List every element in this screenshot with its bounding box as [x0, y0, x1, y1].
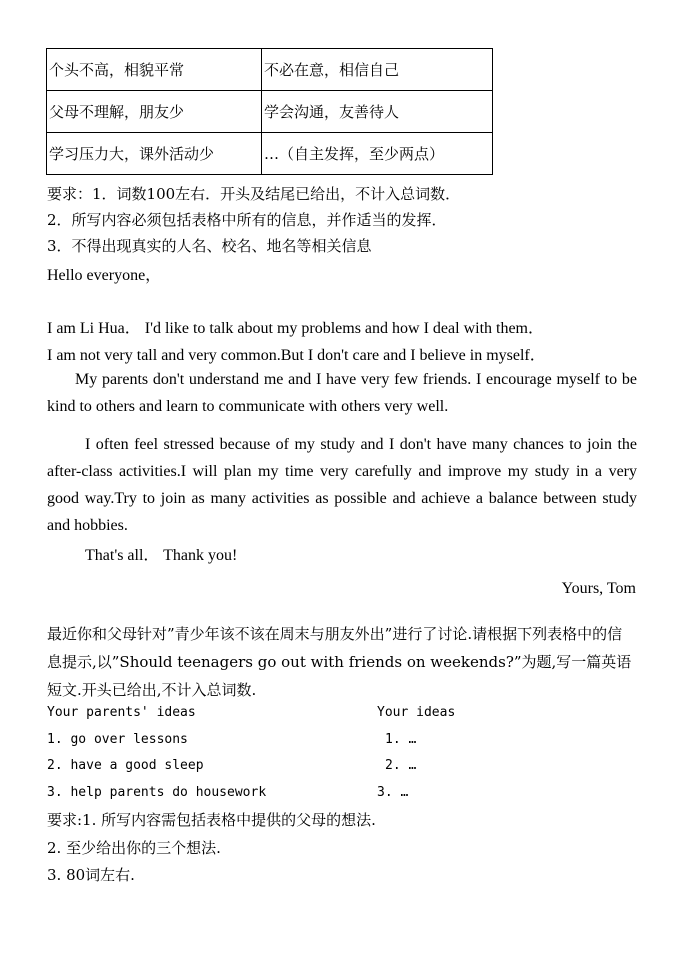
info-table — [46, 48, 493, 175]
essay-greeting: Hello everyone， — [47, 267, 162, 284]
requirement-line: 3. 80词左右. — [47, 866, 135, 884]
requirement-line: 要求:1. 所写内容需包括表格中提供的父母的想法. — [47, 811, 376, 829]
essay-line: I am Li Hua． I'd like to talk about my problems and how I deal with them． — [47, 320, 545, 337]
requirement-line: 2．所写内容必须包括表格中所有的信息，并作适当的发挥． — [47, 211, 447, 229]
essay-paragraph: My parents don't understand me and I have very few friends. I encourage myself to be kind to others and learn to communicate with others very well. — [47, 371, 637, 415]
parents-ideas-header: Your parents' ideas — [47, 705, 196, 720]
task2-prompt: 最近你和父母针对”青少年该不该在周末与朋友外出”进行了讨论.请根据下列表格中的信息提示,以”Should teenagers go out with friends on weekends?”为题,写一篇英语短文.开头已给出,不计入总词数. — [47, 625, 632, 699]
table-cell-solution: …（自主发挥，至少两点） — [262, 133, 493, 175]
table-cell-problem: 学习压力大，课外活动少 — [47, 133, 262, 175]
table-cell-solution: 不必在意，相信自己 — [262, 49, 493, 91]
parents-idea-item: 1. go over lessons — [47, 732, 188, 747]
table-cell-solution: 学会沟通，友善待人 — [262, 91, 493, 133]
parents-idea-item: 3. help parents do housework — [47, 785, 267, 800]
table-cell-problem: 父母不理解，朋友少 — [47, 91, 262, 133]
table-row — [47, 133, 493, 175]
essay-line: I am not very tall and very common.But I don't care and I believe in myself． — [47, 347, 546, 364]
your-idea-item: 1. … — [385, 732, 417, 747]
table-row — [47, 49, 493, 91]
essay-paragraph: I often feel stressed because of my study and I don't have many chances to join the after-class activities.I will plan my time very carefully and improve my study in a very good way.Try to join as many activities as possible and achieve a balance between study and hobbies. — [47, 436, 637, 534]
requirement-line: 3．不得出现真实的人名、校名、地名等相关信息 — [47, 237, 372, 255]
your-ideas-header: Your ideas — [377, 705, 456, 720]
essay-closing: That's all． Thank you! — [85, 547, 238, 564]
requirement-line: 要求：1．词数100左右．开头及结尾已给出，不计入总词数． — [47, 185, 461, 203]
table-row — [47, 91, 493, 133]
parents-idea-item: 2. have a good sleep — [47, 758, 204, 773]
essay-signature: Yours, Tom — [561, 580, 636, 597]
your-idea-item: 3. … — [377, 785, 409, 800]
requirement-line: 2. 至少给出你的三个想法. — [47, 839, 221, 857]
your-idea-item: 2. … — [385, 758, 417, 773]
table-cell-problem: 个头不高，相貌平常 — [47, 49, 262, 91]
